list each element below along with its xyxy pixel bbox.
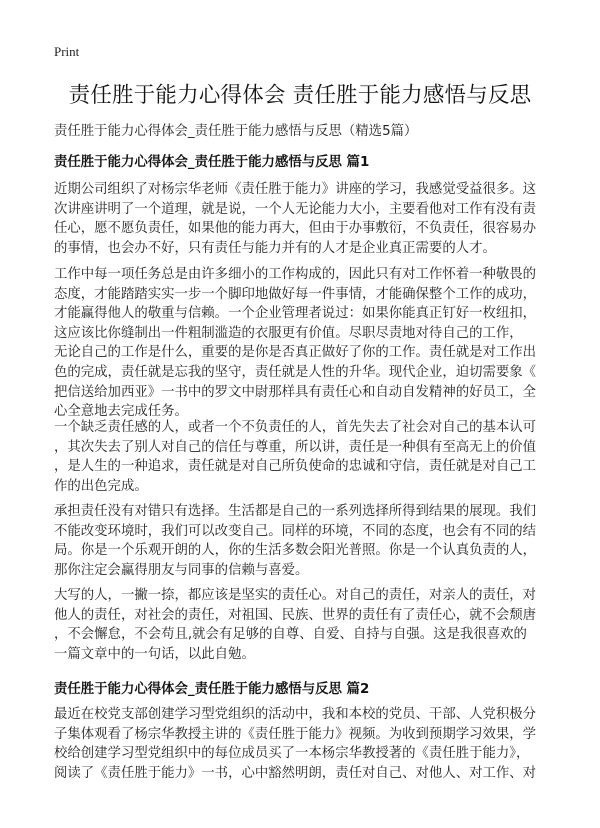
text-line: 不能改变环境时，我们可以改变自己。同样的环境，不同的态度，也会有不同的结 <box>54 523 537 539</box>
text-line: 大写的人，一撇一捺，都应该是坚实的责任心。对自己的责任，对亲人的责任，对 <box>54 588 537 603</box>
text-line: 一个缺乏责任感的人，或者一个不负责任的人，首先失去了社会对自己的基本认可 <box>54 420 537 435</box>
section-heading-1: 责任胜于能力心得体会_责任胜于能力感悟与反思 篇1 <box>54 155 370 170</box>
text-line: ，其次失去了别人对自己的信任与尊重，所以讲，责任是一种俱有至高无上的价值 <box>54 439 537 455</box>
document-title: 责任胜于能力心得体会 责任胜于能力感悟与反思 <box>68 83 532 108</box>
section-1-paragraph-2 <box>54 265 554 422</box>
text-line: 他人的责任，对社会的责任，对祖国、民族、世界的责任有了责任心，就不会颓唐 <box>54 607 537 623</box>
text-line: ，不会懈怠，不会苟且,就会有足够的自尊、自爱、自持与自强。这是我很喜欢的 <box>54 627 527 643</box>
text-line: 把信送给加西亚》一书中的罗文中尉那样具有责任心和自动自发精神的好员工，全 <box>54 384 537 400</box>
section-1-paragraph-4 <box>54 502 554 580</box>
text-line: 态度，才能踏踏实实一步一个脚印地做好每一件事情，才能确保整个工作的成功， <box>54 286 537 302</box>
text-line: 最近在校党支部创建学习型党组织的活动中，我和本校的党员、干部、人党积极分 <box>54 707 537 722</box>
section-1-paragraph-3 <box>54 418 554 496</box>
section-1-paragraph-1 <box>54 180 554 258</box>
text-line: ，是人生的一种追求，责任就是对自己所负使命的忠诚和守信，责任就是对自己工 <box>54 459 537 475</box>
text-line: 近期公司组织了对杨宗华老师《责任胜于能力》讲座的学习，我感觉受益很多。这 <box>54 182 537 197</box>
text-line: 校给创建学习型党组织中的每位成员买了一本杨宗华教授著的《责任胜于能力》， <box>54 746 530 762</box>
text-line: 这应该比你缝制出一件粗制滥造的衣服更有价值。尽职尽责地对待自己的工作， <box>54 325 523 341</box>
text-line: 阅读了《责任胜于能力》一书，心中豁然明朗，责任对自己、对他人、对工作、对 <box>54 765 537 781</box>
print-link[interactable]: Print <box>54 44 80 59</box>
text-line: 局。你是一个乐观开朗的人，你的生活多数会阳光普照。你是一个认真负责的人， <box>54 543 537 559</box>
text-line: 才能赢得他人的敬重与信赖。一个企业管理者说过：如果你能真正钉好一枚纽扣， <box>54 306 537 322</box>
text-line: 作的出色完成。 <box>54 478 148 494</box>
text-line: 任心，愿不愿负责任，如果他的能力再大，但由于办事敷衍，不负责任，很容易办 <box>54 221 537 237</box>
text-line: 的事情，也会办不好，只有责任与能力并有的人才是企业真正需要的人才。 <box>54 240 496 256</box>
text-line: 心全意地去完成任务。 <box>54 404 188 420</box>
text-line: 一篇文章中的一句话，以此自勉。 <box>54 646 255 662</box>
text-line: 承担责任没有对错只有选择。生活都是自己的一系列选择所得到结果的展现。我们 <box>54 504 537 519</box>
text-line: 子集体观看了杨宗华教授主讲的《责任胜于能力》视频。为收到预期学习效果，学 <box>54 726 537 742</box>
document-subtitle: 责任胜于能力心得体会_责任胜于能力感悟与反思（精选5篇） <box>54 124 418 139</box>
section-1-paragraph-5 <box>54 586 554 664</box>
section-heading-2: 责任胜于能力心得体会_责任胜于能力感悟与反思 篇2 <box>54 682 370 697</box>
text-line: 无论自己的工作是什么，重要的是你是否真正做好了你的工作。责任就是对工作出 <box>54 345 537 361</box>
text-line: 那你注定会赢得朋友与同事的信赖与喜爱。 <box>54 562 309 578</box>
text-line: 次讲座讲明了一个道理，就是说，一个人无论能力大小，主要看他对工作有没有责 <box>54 201 537 217</box>
text-line: 色的完成，责任就是忘我的坚守，责任就是人性的升华。现代企业，迫切需要象《 <box>54 364 537 380</box>
section-2-paragraph-1 <box>54 705 554 783</box>
text-line: 工作中每一项任务总是由许多细小的工作构成的，因此只有对工作怀着一种敬畏的 <box>54 267 537 282</box>
